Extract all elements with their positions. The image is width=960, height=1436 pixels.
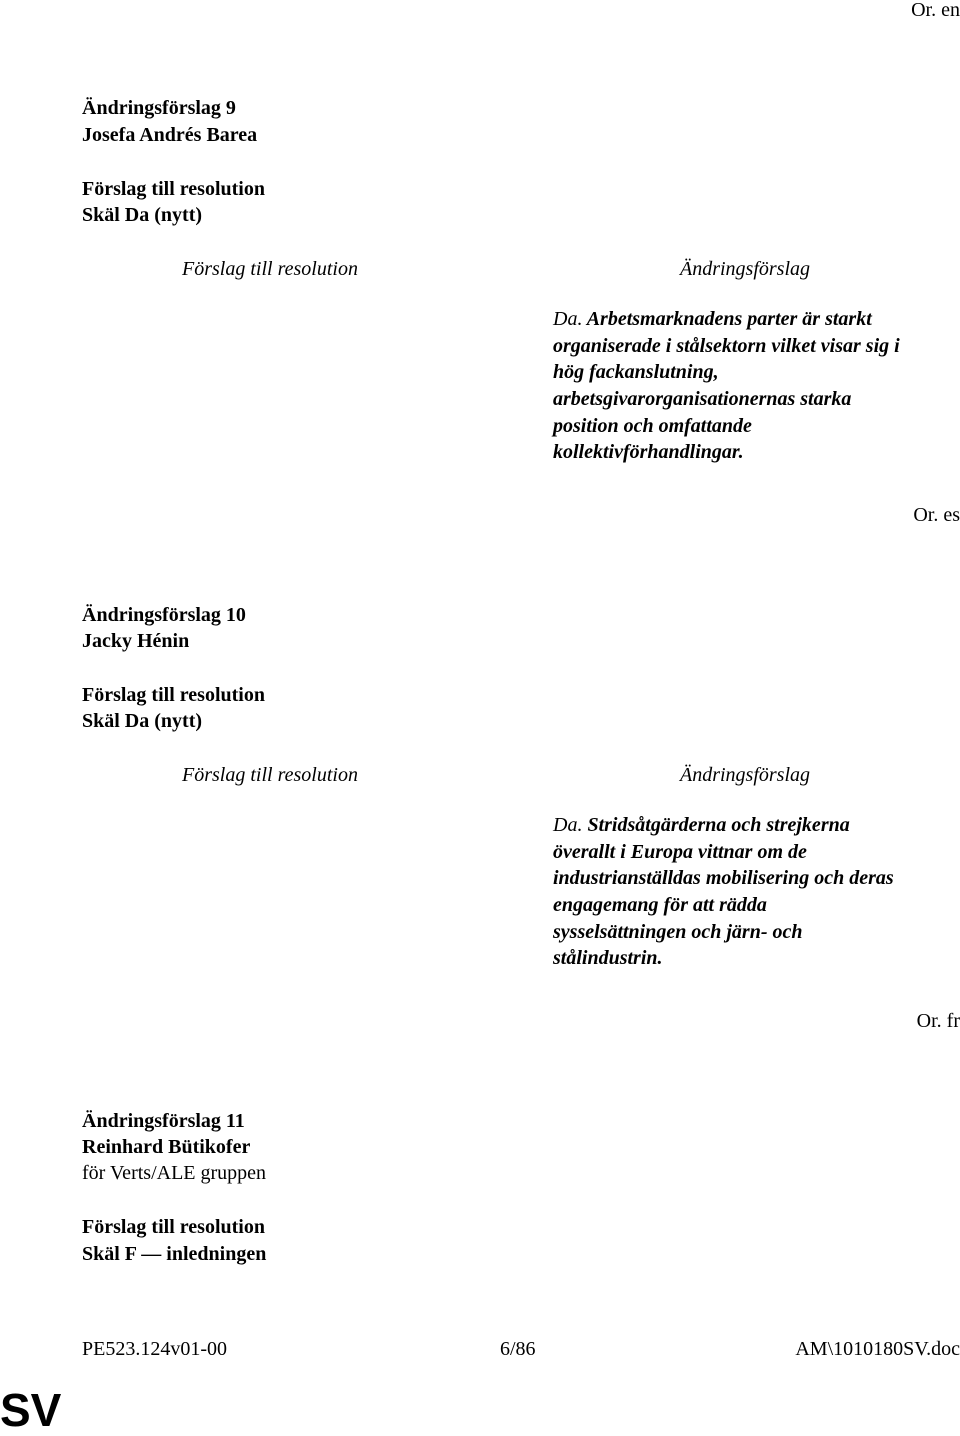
recital-prefix: Da.: [553, 814, 583, 836]
amendment-text-line: kollektivförhandlingar.: [553, 441, 744, 464]
amendment-number: Ändringsförslag 10: [82, 604, 246, 626]
footer-page-number: 6/86: [500, 1338, 536, 1360]
amendment-author: Reinhard Bütikofer: [82, 1136, 251, 1158]
amendment-text: [553, 812, 894, 972]
document-label: Förslag till resolution: [82, 178, 265, 200]
amendment-text-line-content: Stridsåtgärderna och strejkerna: [587, 814, 850, 836]
language-badge: SV: [0, 1384, 62, 1436]
amendment-text-line: stålindustrin.: [553, 947, 663, 970]
document-label: Förslag till resolution: [82, 684, 265, 706]
document-label: Förslag till resolution: [82, 1216, 265, 1238]
original-language-tag: Or. es: [913, 504, 960, 526]
amendment-text-line: överallt i Europa vittnar om de: [553, 840, 807, 863]
amendment-author: Jacky Hénin: [82, 630, 190, 652]
amendment-text-line-content: Arbetsmarknadens parter är starkt: [586, 308, 872, 330]
amendment-text-line: organiserade i stålsektorn vilket visar sig i: [553, 334, 900, 357]
amendment-text-line: position och omfattande: [553, 414, 752, 437]
political-group: för Verts/ALE gruppen: [82, 1162, 267, 1184]
amendment-text-line: arbetsgivarorganisationernas starka: [553, 388, 852, 411]
amendment-author: Josefa Andrés Barea: [82, 124, 258, 146]
footer-file-name: AM\1010180SV.doc: [795, 1338, 960, 1360]
amendment-number: Ändringsförslag 11: [82, 1110, 245, 1132]
amendment-target: Skäl Da (nytt): [82, 710, 203, 732]
amendment-text-line: hög fackanslutning,: [553, 361, 719, 384]
amendment-text-line: [553, 812, 894, 839]
amendment-text-line: sysselsättningen och järn- och: [553, 920, 803, 943]
amendment-text-line: [553, 306, 900, 333]
column-header-left: Förslag till resolution: [182, 764, 358, 786]
original-language-tag: Or. en: [911, 0, 960, 21]
amendment-target: Skäl Da (nytt): [82, 204, 203, 226]
column-header-right: Ändringsförslag: [680, 258, 811, 280]
column-header-left: Förslag till resolution: [182, 258, 358, 280]
recital-prefix: Da.: [553, 308, 583, 330]
amendment-text-line: industrianställdas mobilisering och deras: [553, 867, 894, 890]
amendment-number: Ändringsförslag 9: [82, 97, 236, 119]
amendment-target: Skäl F — inledningen: [82, 1243, 267, 1265]
footer-doc-ref: PE523.124v01-00: [82, 1338, 227, 1360]
amendment-text: [553, 306, 900, 466]
amendment-text-line: engagemang för att rädda: [553, 894, 767, 917]
original-language-tag: Or. fr: [916, 1010, 960, 1032]
column-header-right: Ändringsförslag: [680, 764, 811, 786]
